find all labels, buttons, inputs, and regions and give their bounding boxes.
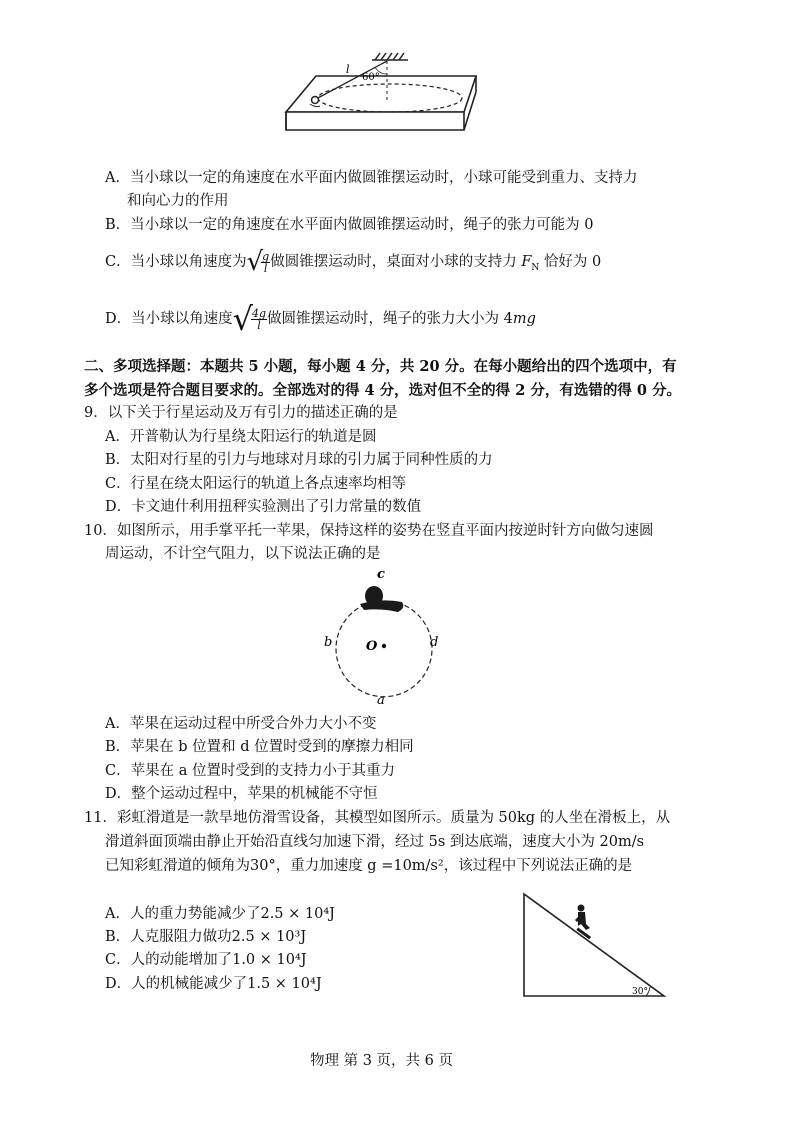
q10-option-c: C．苹果在 a 位置时受到的支持力小于其重力 bbox=[105, 763, 395, 779]
label-d: d bbox=[430, 635, 439, 650]
fraction-4g-over-l: $\frac{4g}{l}$ bbox=[252, 306, 267, 332]
q8-option-d bbox=[105, 298, 536, 340]
q11-option-c: C．人的动能增加了1.0 × 10⁴J bbox=[105, 952, 307, 968]
q8-option-a-line1: A．当小球以一定的角速度在水平面内做圆锥摆运动时，小球可能受到重力、支持力 bbox=[105, 170, 638, 186]
apple-circular-motion-diagram bbox=[310, 564, 460, 709]
cone-pendulum-diagram bbox=[280, 52, 480, 144]
section2-line1: 二、多项选择题：本题共 5 小题，每小题 4 分，共 20 分。在每小题给出的四个选项中，有 bbox=[84, 358, 677, 375]
label-b: b bbox=[324, 635, 333, 650]
q10-option-b: B．苹果在 b 位置和 d 位置时受到的摩擦力相同 bbox=[105, 739, 414, 755]
angle-label: 60° bbox=[362, 72, 380, 83]
q8-option-c-prefix: C．当小球以角速度为 bbox=[105, 254, 247, 270]
fraction-g-over-l: $\frac{g}{l}$ bbox=[262, 249, 270, 275]
page-footer: 物理 第 3 页，共 6 页 bbox=[310, 1053, 453, 1069]
q11-stem-line1: 11．彩虹滑道是一款旱地仿滑雪设备，其模型如图所示。质量为 50kg 的人坐在滑板上，从 bbox=[84, 810, 671, 826]
apple-on-hand bbox=[360, 586, 403, 612]
label-o: O bbox=[366, 639, 378, 654]
q8-option-d-middle: 做圆锥摆运动时，绳子的张力大小为 4 bbox=[267, 311, 513, 327]
orbit-circle bbox=[318, 84, 462, 112]
sqrt-sign: √ bbox=[232, 300, 254, 338]
q9-option-c: C．行星在绕太阳运行的轨道上各点速率均相等 bbox=[105, 476, 407, 492]
q10-option-a: A．苹果在运动过程中所受合外力大小不变 bbox=[105, 716, 377, 732]
fn-variable: F bbox=[521, 254, 532, 270]
q8-option-c-middle: 做圆锥摆运动时，桌面对小球的支持力 bbox=[270, 254, 517, 270]
ball bbox=[312, 97, 319, 104]
incline-angle-label: 30° bbox=[632, 987, 648, 997]
ceiling-support bbox=[372, 53, 408, 60]
motion-circle bbox=[336, 602, 432, 697]
q10-option-d: D．整个运动过程中，苹果的机械能不守恒 bbox=[105, 786, 378, 802]
q8-option-d-prefix: D．当小球以角速度 bbox=[105, 311, 233, 327]
fn-subscript: N bbox=[531, 262, 540, 273]
section2-line2: 多个选项是符合题目要求的。全部选对的得 4 分，选对但不全的得 2 分，有选错的得 0 分。 bbox=[84, 382, 682, 399]
q11-stem-line3: 已知彩虹滑道的倾角为30°，重力加速度 g =10m/s²，该过程中下列说法正确的是 bbox=[105, 858, 633, 874]
mg-variable: mg bbox=[512, 311, 536, 327]
sqrt-sign: √ bbox=[246, 247, 264, 277]
rainbow-slide-diagram bbox=[518, 890, 670, 1000]
q10-stem-line2: 周运动，不计空气阻力，以下说法正确的是 bbox=[105, 546, 381, 562]
q11-stem-line2: 滑道斜面顶端由静止开始沿直线匀加速下滑，经过 5s 到达底端，速度大小为 20m/s bbox=[105, 834, 645, 850]
q11-option-a: A．人的重力势能减少了2.5 × 10⁴J bbox=[105, 906, 335, 922]
q8-option-a-line2: 和向心力的作用 bbox=[127, 193, 229, 209]
q8-option-c-tail: 恰好为 0 bbox=[543, 254, 602, 270]
q10-stem-line1: 10．如图所示，用手掌平托一苹果，保持这样的姿势在竖直平面内按逆时针方向做匀速圆 bbox=[84, 523, 654, 539]
q9-option-a: A．开普勒认为行星绕太阳运行的轨道是圆 bbox=[105, 429, 377, 445]
incline-triangle bbox=[524, 894, 664, 996]
q9-option-b: B．太阳对行星的引力与地球对月球的引力属于同种性质的力 bbox=[105, 452, 493, 468]
q11-option-b: B．人克服阻力做功2.5 × 10³J bbox=[105, 929, 307, 945]
q9-stem: 9．以下关于行星运动及万有引力的描述正确的是 bbox=[84, 405, 398, 421]
center-point bbox=[382, 644, 386, 648]
q8-option-c bbox=[105, 245, 601, 279]
l-label: l bbox=[346, 63, 350, 76]
q9-option-d: D．卡文迪什利用扭秤实验测出了引力常量的数值 bbox=[105, 499, 422, 515]
q11-option-d: D．人的机械能减少了1.5 × 10⁴J bbox=[105, 976, 322, 992]
label-c: c bbox=[377, 567, 385, 582]
label-a: a bbox=[377, 693, 385, 708]
q8-option-b: B．当小球以一定的角速度在水平面内做圆锥摆运动时，绳子的张力可能为 0 bbox=[105, 217, 594, 233]
